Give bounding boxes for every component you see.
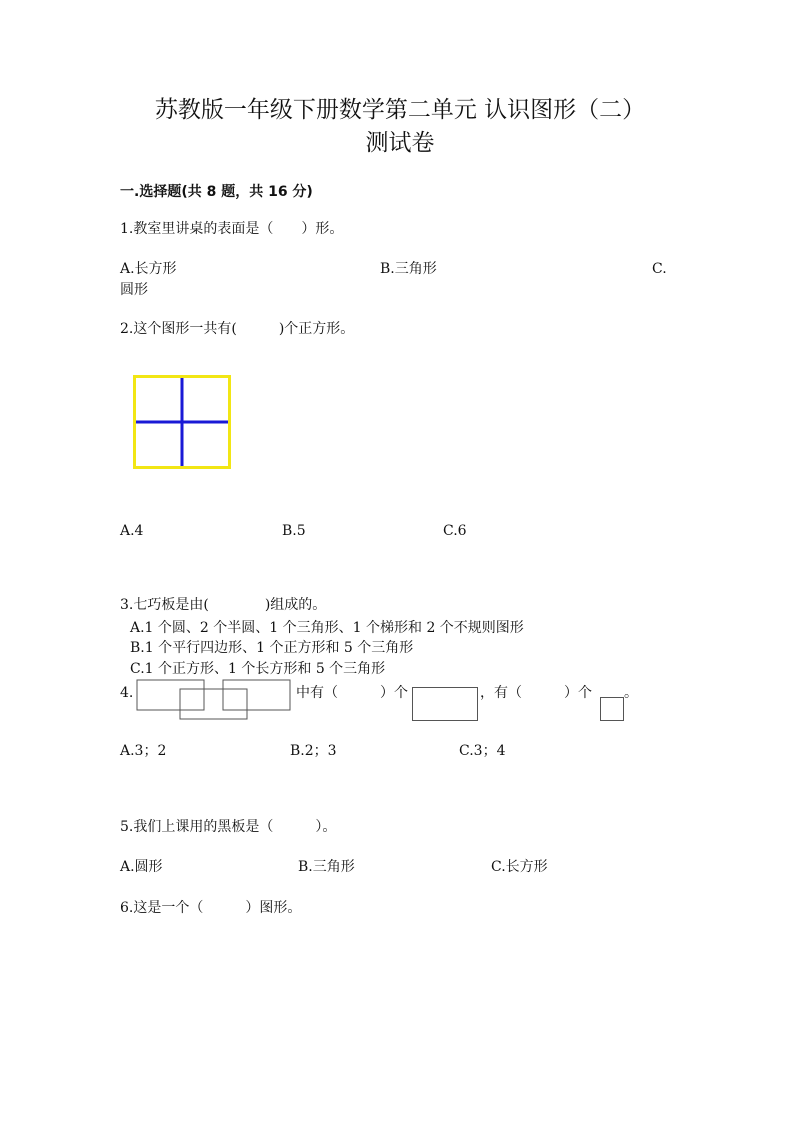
question-2-stem: 2.这个图形一共有( )个正方形。: [120, 321, 355, 337]
question-4-option-c: C.3；4: [459, 743, 506, 759]
figure-rect-top-right: [223, 680, 290, 710]
question-5-option-a: A.圆形: [120, 859, 163, 875]
question-4-stem-part3: 。: [624, 685, 638, 701]
question-5-stem: 5.我们上课用的黑板是（ ）。: [120, 819, 337, 835]
question-4-stem-part2: ，有（ ）个: [480, 685, 592, 701]
question-1-option-c: C.: [652, 261, 667, 277]
question-4-option-b: B.2；3: [290, 743, 337, 759]
question-5-option-b: B.三角形: [298, 859, 355, 875]
section-heading: 一.选择题(共 8 题，共 16 分): [120, 184, 313, 200]
question-6-stem: 6.这是一个（ ）图形。: [120, 900, 302, 916]
question-2-option-a: A.4: [120, 523, 144, 539]
question-3-stem: 3.七巧板是由( )组成的。: [120, 597, 327, 613]
question-1-option-c-text: 圆形: [120, 282, 148, 298]
figure-rect-bottom: [180, 689, 247, 719]
question-4-stem-part1: 中有（ ）个: [296, 685, 408, 701]
question-1-option-b: B.三角形: [380, 261, 437, 277]
question-5-option-c: C.长方形: [491, 859, 548, 875]
question-1-stem: 1.教室里讲桌的表面是（ ）形。: [120, 221, 344, 237]
document-title-line1: 苏教版一年级下册数学第二单元 认识图形（二）: [154, 97, 646, 123]
question-4-square-shape: [600, 697, 624, 721]
figure-rect-top-left: [137, 680, 204, 710]
document-title-line2: 测试卷: [365, 130, 435, 156]
question-4-rectangles-figure: [136, 679, 294, 721]
question-2-square-figure: [133, 375, 233, 471]
question-3-option-b: B.1 个平行四边形、1 个正方形和 5 个三角形: [130, 640, 414, 656]
question-4-rectangle-shape: [412, 687, 478, 721]
question-2-option-c: C.6: [443, 523, 467, 539]
question-2-option-b: B.5: [282, 523, 306, 539]
question-1-option-a: A.长方形: [120, 261, 177, 277]
question-4-option-a: A.3；2: [120, 743, 167, 759]
question-3-option-a: A.1 个圆、2 个半圆、1 个三角形、1 个梯形和 2 个不规则图形: [130, 620, 524, 636]
question-4-number: 4.: [120, 685, 134, 701]
question-3-option-c: C.1 个正方形、1 个长方形和 5 个三角形: [130, 661, 386, 677]
